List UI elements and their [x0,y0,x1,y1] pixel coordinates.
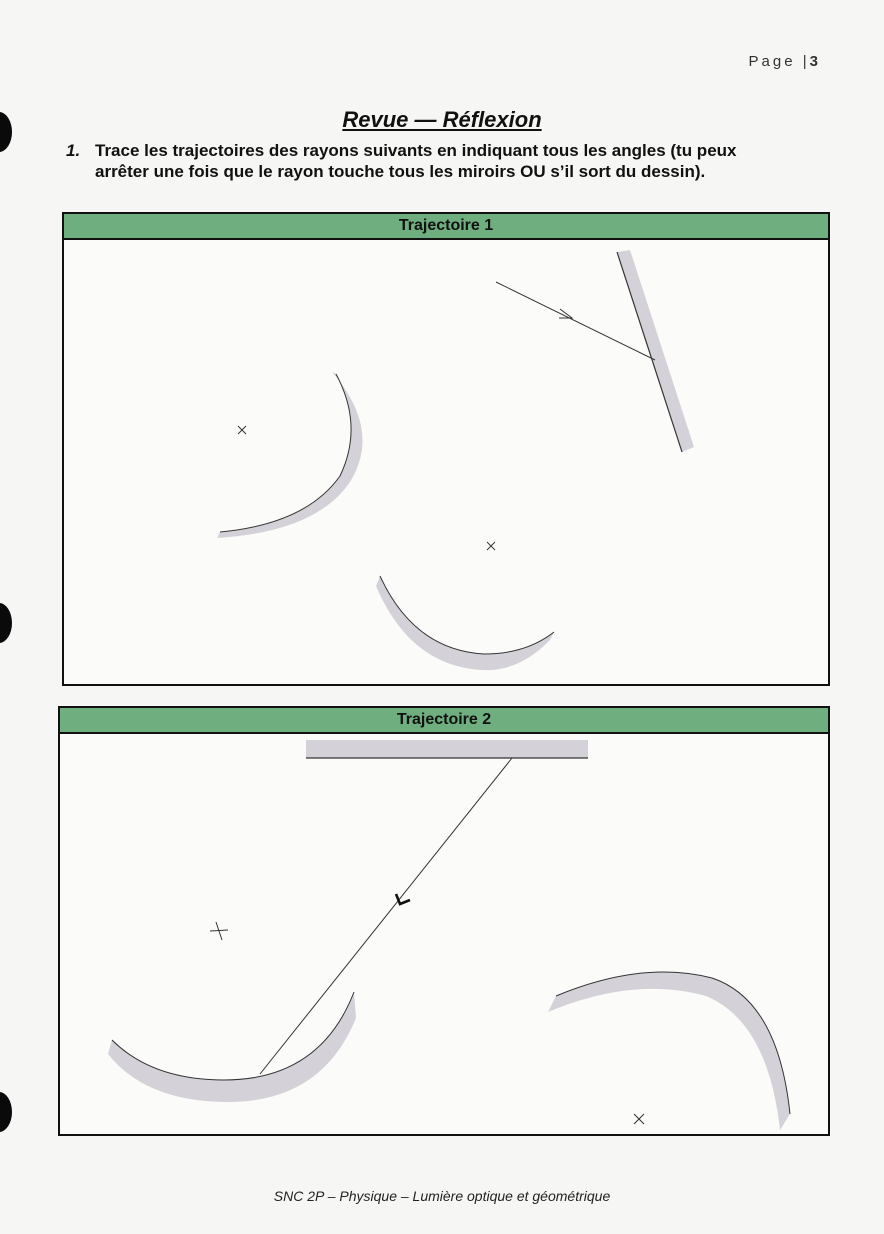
focus-point-left [238,426,246,434]
question-number: 1. [66,141,81,160]
footer: SNC 2P – Physique – Lumière optique et géométrique [273,1188,611,1204]
panel-title: Trajectoire 1 [64,214,828,240]
incident-ray [260,758,512,1074]
curved-mirror-right [548,972,790,1130]
focus-point-bottom [487,542,495,550]
binder-hole-middle [0,603,12,643]
mirror-reflective-edge [617,252,682,452]
binder-hole-bottom [0,1092,12,1132]
trajectory-panel-2 [58,706,830,1136]
plane-mirror [617,250,694,452]
ray-diagram-2 [60,734,828,1134]
plane-mirror-top [306,740,588,758]
page-title: Revue — Réflexion [342,107,542,132]
curved-mirror-bottom-edge [380,576,554,654]
question-text: Trace les trajectoires des rayons suivants en indiquant tous les angles (tu peux arrêter une fois que le rayon touche tous les miroirs OU s’il sort du dessin). [95,141,737,181]
trajectory-panel-1 [62,212,830,686]
focus-point-right [634,1114,644,1124]
ray-arrow [396,894,410,904]
panel-title: Trajectoire 2 [60,708,828,734]
ray-diagram-1 [64,240,828,684]
page-number: Page |3 [748,53,818,70]
curved-mirror-left-edge [220,374,351,532]
question-1 [66,140,786,182]
focus-point-left [210,922,228,940]
curved-mirror-left [217,372,362,538]
curved-mirror-bottom [376,576,554,670]
